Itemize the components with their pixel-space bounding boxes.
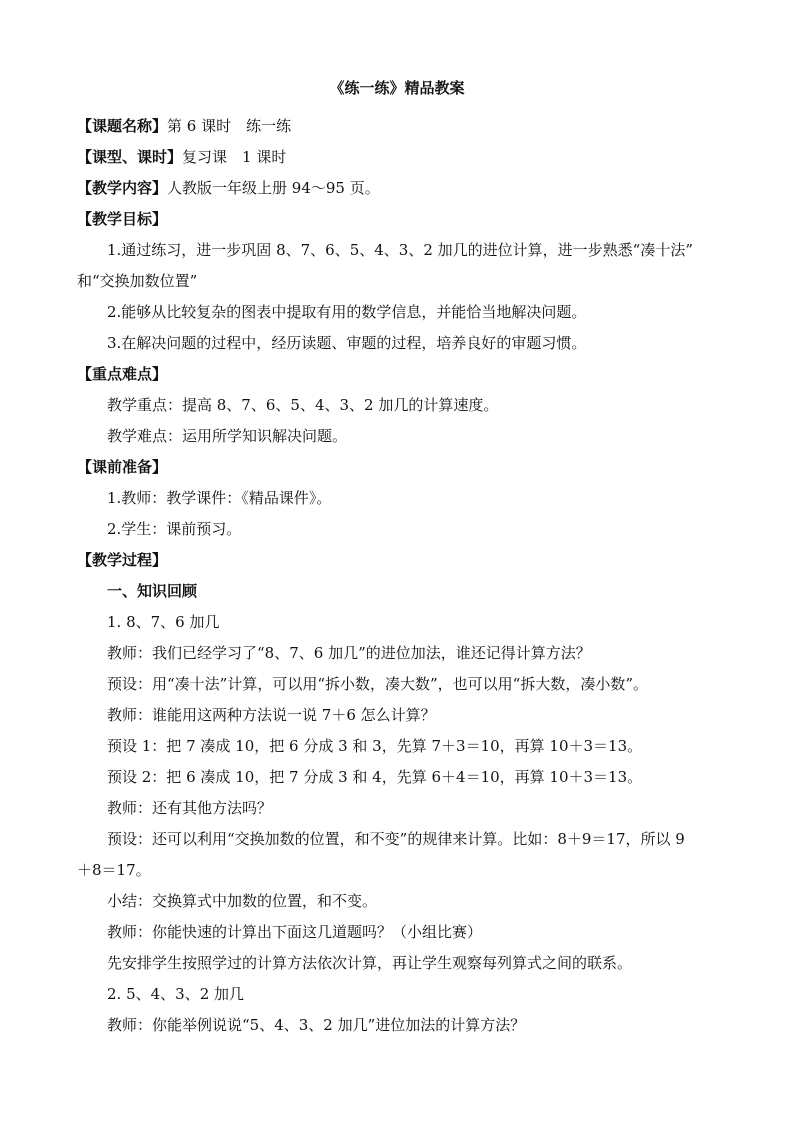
goal-item-3: 3.在解决问题的过程中，经历读题、审题的过程，培养良好的审题习惯。 [107,334,587,352]
process-line-10: 先安排学生按照学过的计算方法依次计算，再让学生观察每列算式之间的联系。 [107,954,633,972]
goal-item-1-continued: 和“交换加数位置” [77,272,198,290]
key-point-focus: 教学重点：提高 8、7、6、5、4、3、2 加几的计算速度。 [107,396,499,414]
goal-item-2: 2.能够从比较复杂的图表中提取有用的数学信息，并能恰当地解决问题。 [107,303,587,321]
goal-item-1: 1.通过练习，进一步巩固 8、7、6、5、4、3、2 加几的进位计算，进一步熟悉“凑十法” [107,241,693,259]
key-points-heading: 【重点难点】 [77,365,168,383]
process-subsection-2: 2. 5、4、3、2 加几 [107,985,245,1003]
lesson-content-value: 人教版一年级上册 94～95 页。 [167,179,380,197]
document-body [77,111,722,1041]
process-line-1: 教师：我们已经学习了“8、7、6 加几”的进位加法，谁还记得计算方法？ [107,644,591,662]
page-title: 《练一练》精品教案 [329,79,465,97]
lesson-type-row [77,142,722,173]
lesson-content-row [77,173,722,204]
process-line-2: 预设：用“凑十法”计算，可以用“拆小数，凑大数”，也可以用“拆大数，凑小数”。 [107,675,649,693]
lesson-name-row [77,111,722,142]
process-line-3: 教师：谁能用这两种方法说一说 7＋6 怎么计算？ [107,706,436,724]
preparation-heading: 【课前准备】 [77,458,168,476]
lesson-content-label: 【教学内容】 [77,179,168,197]
process-section-1: 一、知识回顾 [107,582,198,600]
process-line-7-continued: ＋8＝17。 [77,861,151,879]
process-line-8: 小结：交换算式中加数的位置，和不变。 [107,892,378,910]
preparation-teacher: 1.教师：教学课件：《精品课件》。 [107,489,332,507]
process-line-11: 教师：你能举例说说“5、4、3、2 加几”进位加法的计算方法？ [107,1016,526,1034]
process-line-5: 预设 2：把 6 凑成 10，把 7 分成 3 和 4，先算 6＋4＝10，再算 10＋3＝13。 [107,768,643,786]
goals-heading: 【教学目标】 [77,210,168,228]
lesson-name-label: 【课题名称】 [77,117,168,135]
lesson-name-value: 第 6 课时 练一练 [167,117,292,135]
process-line-6: 教师：还有其他方法吗？ [107,799,273,817]
process-line-9: 教师：你能快速的计算出下面这几道题吗？（小组比赛） [107,923,483,941]
process-line-4: 预设 1：把 7 凑成 10，把 6 分成 3 和 3，先算 7＋3＝10，再算 10＋3＝13。 [107,737,643,755]
process-heading: 【教学过程】 [77,551,168,569]
lesson-type-value: 复习课 1 课时 [182,148,287,166]
preparation-student: 2.学生：课前预习。 [107,520,242,538]
lesson-type-label: 【课型、课时】 [77,148,183,166]
process-line-7: 预设：还可以利用“交换加数的位置，和不变”的规律来计算。比如：8＋9＝17，所以 9 [107,830,685,848]
key-point-difficulty: 教学难点：运用所学知识解决问题。 [107,427,348,445]
process-subsection-1: 1. 8、7、6 加几 [107,613,220,631]
